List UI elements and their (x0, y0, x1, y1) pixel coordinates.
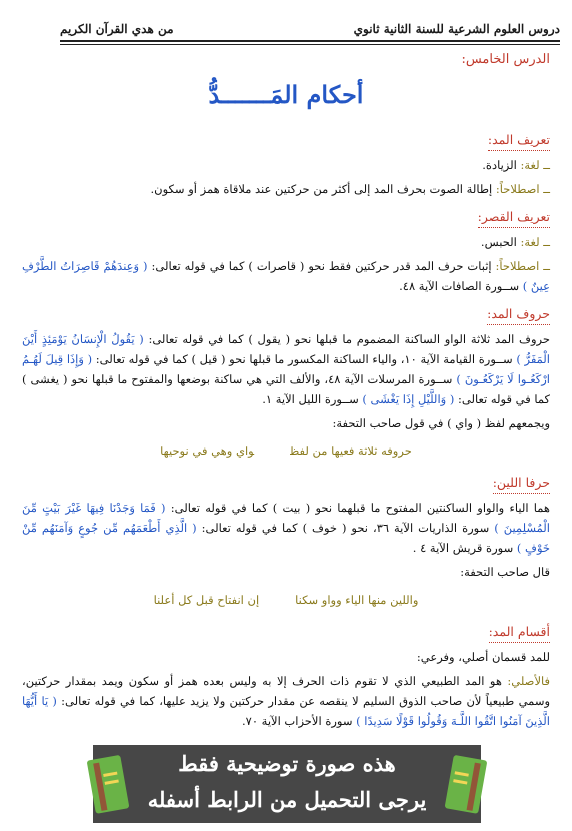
aqsam-intro: للمد قسمان أصلي، وفرعي: (416, 650, 550, 664)
header-divider-thin (60, 44, 560, 45)
madd-istilah-line: ــ اصطلاحاً: إطالة الصوت بحرف المد إلى أكثر من حركتين عند ملاقاة همز أو سكون. (150, 182, 550, 196)
lesson-title: أحكام المَـــــــدُّ (208, 80, 364, 109)
banner-line-1: هذه صورة توضيحية فقط (178, 751, 396, 776)
quran-verse: ( الَّذِي أَطْعَمَهُم مِّن جُوعٍ وَآمَنَهُم مِّنْ خَوْفٍ ) (22, 521, 550, 555)
qasr-istilah-line: ــ اصطلاحاً: إثبات حرف المد قدر حركتين فقط نحو ( قاصرات ) كما في قوله تعالى: ( وَعِندَهُمْ قَاصِرَاتُ الطَّرْفِ عِينٌ ) ســورة الصافات الآية ٤٨. (22, 259, 550, 293)
qasr-lugha-line: ــ لغة: الحبس. (480, 235, 550, 249)
book-icon (439, 751, 489, 817)
tuhfa2-intro: قال صاحب التحفة: (460, 565, 550, 579)
term-istilah: اصطلاحاً: (495, 259, 540, 273)
asli-text-b: سورة الأحزاب الآية ٧٠. (241, 714, 357, 728)
huruf-paragraph (22, 329, 550, 409)
poem-hemistich-2: واي وهي في نوحيها (160, 444, 255, 458)
lesson-number: الدرس الخامس: (461, 52, 550, 67)
quran-verse: ( وَاللَّيْلِ إِذَا يَغْشَى ) (362, 392, 455, 406)
lesson-body (22, 126, 550, 735)
quran-verse: ( وَإِذَا قِيلَ لَهُـمُ ارْكَعُـوا لَا يَرْكَعُـونَ ) (22, 352, 550, 386)
term-lugha: لغة: (520, 158, 540, 172)
lin-text-b: سورة الذاريات الآية ٣٦، نحو ( خوف ) كما في قوله تعالى: (196, 521, 495, 535)
quran-verse: ( فَمَا وَجَدْنَا فِيهَا غَيْرَ بَيْتٍ مِّنَ الْمُسْلِمِينَ ) (22, 501, 550, 535)
header-course-title: دروس العلوم الشرعية للسنة الثانية ثانوي (353, 22, 560, 36)
watermark-banner (93, 745, 481, 823)
lin-text-c: سورة قريش الآية ٤ . (412, 541, 517, 555)
section-title-aqsam: أقسام المد: (489, 622, 550, 643)
qasr-istilah-ref: ســورة الصافات الآية ٤٨. (399, 279, 523, 293)
header-divider (60, 40, 560, 42)
huruf-text-d: ســورة الليل الآية ١. (262, 392, 363, 406)
qasr-lugha-text: الحبس. (480, 235, 521, 249)
poem-hemistich-2: إن انفتاح قبل كل أعلنا (153, 593, 260, 607)
header-series-title: من هدي القرآن الكريم (60, 22, 174, 36)
section-title-madd-def: تعريف المد: (488, 130, 550, 151)
madd-istilah-text: إطالة الصوت بحرف المد إلى أكثر من حركتين عند ملاقاة همز أو سكون. (150, 182, 496, 196)
huruf-text-c: ســورة المرسلات الآية ٤٨، والألف التي هي ساكنة بوضعها والمفتوح ما قبلها نحو ( يغشى ) كما في قوله تعالى: (22, 372, 550, 406)
poem-hemistich-1: حروفه ثلاثة فعيها من لفظ (290, 444, 412, 458)
term-istilah: اصطلاحاً: (495, 182, 540, 196)
lin-text-a: هما الياء والواو الساكنتين المفتوح ما قبلهما نحو ( بيت ) كما في قوله تعالى: (165, 501, 550, 515)
madd-lugha-text: الزيادة. (482, 158, 521, 172)
quran-verse: ( يَقُولُ الْإِنسَانُ يَوْمَئِذٍ أَيْنَ الْمَفَرُّ ) (22, 332, 551, 366)
asli-text-a: هو المد الطبيعي الذي لا تقوم ذات الحرف إلا به وليس بعده همز أو سكون ويمد بمقدار حركتين، وسمي طبيعياً لأن صاحب الذوق السليم لا ينقصه عن مقدار حركتين ولا يزيد عليها، كما في قوله تعالى: (22, 674, 551, 708)
huruf-text-a: حروف المد ثلاثة الواو الساكنة المضموم ما قبلها نحو ( يقول ) كما في قوله تعالى: (143, 332, 550, 346)
poem-hemistich-1: واللين منها الياء وواو سكنا (295, 593, 419, 607)
section-title-qasr-def: تعريف القصر: (478, 207, 550, 228)
term-asli: فالأصلي: (507, 674, 550, 688)
section-title-huruf: حروف المد: (487, 304, 550, 325)
quran-verse: ( يَا أَيُّهَا الَّذِينَ آمَنُوا اتَّقُوا اللَّـهَ وَقُولُوا قَوْلًا سَدِيدًا ) (22, 694, 550, 728)
banner-line-2: يرجى التحميل من الرابط أسفله (147, 787, 427, 812)
madd-lugha-line: ــ لغة: الزيادة. (482, 158, 550, 172)
poem-verse (22, 590, 550, 610)
section-title-lin: حرفا اللين: (493, 473, 550, 494)
quran-verse: ( وَعِندَهُمْ قَاصِرَاتُ الطَّرْفِ عِينٌ ) (22, 259, 550, 293)
qasr-istilah-text: إثبات حرف المد قدر حركتين فقط نحو ( قاصرات ) كما في قوله تعالى: (147, 259, 496, 273)
asli-paragraph (22, 671, 550, 731)
poem-verse (22, 441, 550, 461)
tuhfa-intro: ويجمعهم لفظ ( واي ) في قول صاحب التحفة: (332, 416, 550, 430)
term-lugha: لغة: (520, 235, 540, 249)
huruf-text-b: ســورة القيامة الآية ١٠، والياء الساكنة المكسور ما قبلها نحو ( قيل ) كما في قوله تعالى: (92, 352, 517, 366)
lin-paragraph (22, 498, 550, 558)
